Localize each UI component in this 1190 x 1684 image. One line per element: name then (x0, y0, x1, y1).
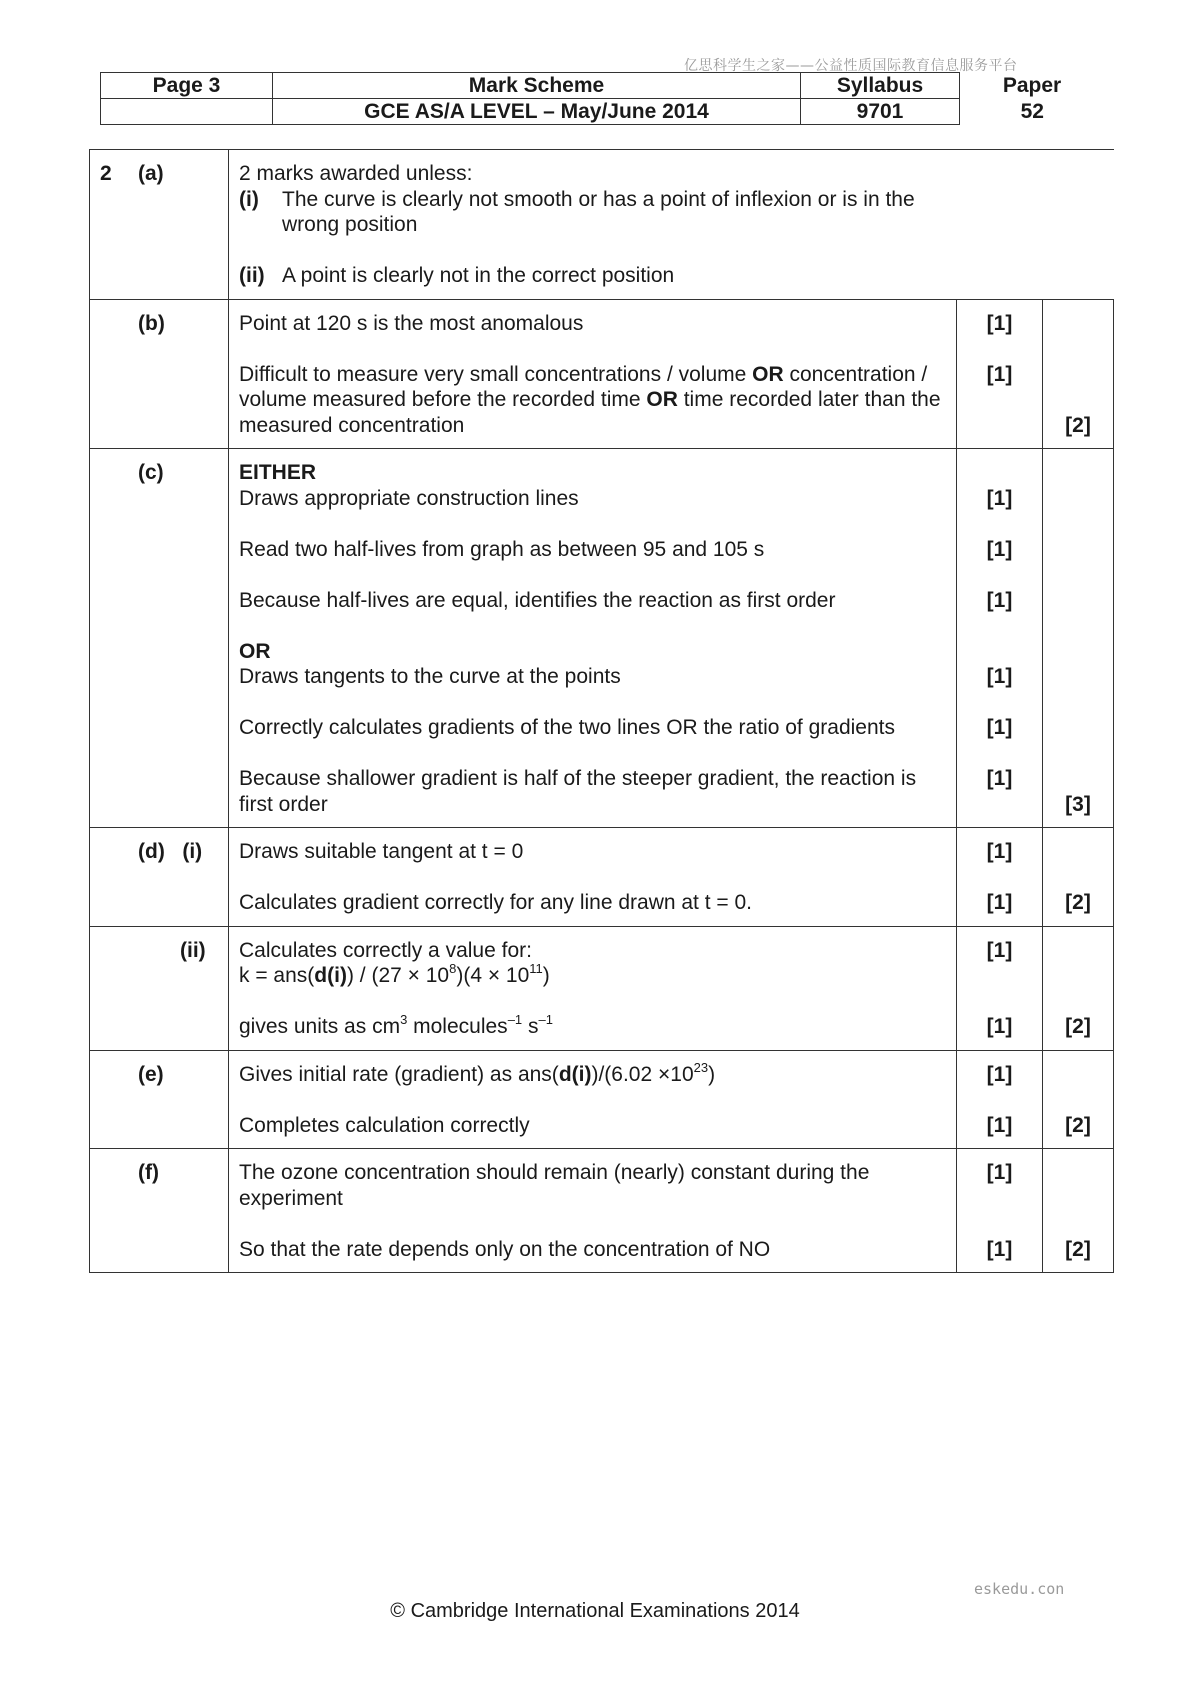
answer-cell (229, 828, 957, 927)
marks-cell (957, 926, 1043, 1050)
answer-text: Correctly calculates gradients of the two lines OR the ratio of gradients (239, 716, 895, 739)
total-cell (1043, 828, 1114, 927)
mark-scheme-table (89, 149, 1114, 1273)
answer-text: Difficult to measure very small concentrations / volume OR concentration / volume measured before the recorded time OR time recorded later than the measured concentration (239, 362, 941, 437)
part-label: (c) (138, 461, 164, 484)
total-cell (1043, 926, 1114, 1050)
answer-text: Point at 120 s is the most anomalous (239, 311, 584, 335)
row-2c (90, 449, 1114, 828)
row-2d-i (90, 828, 1114, 927)
mark: [1] (986, 1062, 1013, 1086)
answer-cell (229, 926, 957, 1050)
mark: [1] (986, 362, 1013, 386)
answer-text: Completes calculation correctly (239, 1113, 530, 1137)
answer-text: A point is clearly not in the correct position (282, 264, 675, 287)
answer-text: Gives initial rate (gradient) as $ans(d(i))/(6.02 \times 10^{23})$ (239, 1059, 716, 1086)
mark: [1] (986, 1237, 1013, 1261)
question-cell (90, 449, 229, 828)
part-label: (b) (138, 311, 165, 335)
total-mark: [2] (1065, 1113, 1091, 1137)
answer-text: Because shallower gradient is half of the steeper gradient, the reaction is first order (239, 767, 917, 816)
marks-cell (957, 299, 1043, 449)
answer-text: The curve is clearly not smooth or has a point of inflexion or is in the wrong position (282, 187, 915, 236)
or-heading: OR (239, 639, 271, 663)
question-cell (90, 150, 229, 300)
doc-subtitle: GCE AS/A LEVEL – May/June 2014 (273, 99, 801, 125)
sub-label: (ii) (239, 264, 265, 287)
answer-text: Calculates correctly a value for: (239, 938, 532, 962)
part-label: (d) (138, 840, 165, 863)
part-label: (a) (138, 162, 164, 185)
watermark-bottom: eskedu.con (974, 1580, 1065, 1598)
marks-cell (957, 449, 1043, 828)
sub-label: (i) (239, 187, 259, 211)
question-cell (90, 1149, 229, 1273)
answer-cell (229, 449, 957, 828)
mark: [1] (986, 1015, 1013, 1038)
doc-title: Mark Scheme (273, 73, 801, 99)
question-number: 2 (100, 162, 112, 185)
page-label: Page 3 (101, 73, 273, 99)
watermark-top: 亿思科学生之家——公益性质国际教育信息服务平台 (684, 58, 1018, 74)
sub-label: (ii) (180, 938, 206, 962)
mark: [1] (986, 311, 1013, 335)
total-mark: [2] (1065, 1015, 1091, 1038)
question-cell (90, 828, 229, 927)
syllabus-label: Syllabus (801, 73, 960, 99)
row-2a (90, 150, 1114, 300)
mark: [1] (986, 588, 1013, 612)
formula-text: $k = ans(d(i)) / (27 \times 10^8)(4 \times 10^{11})$ (239, 961, 550, 987)
marks-cell (957, 828, 1043, 927)
total-mark: [2] (1065, 891, 1091, 914)
answer-cell (229, 299, 957, 449)
answer-text: Draws suitable tangent at t = 0 (239, 840, 524, 863)
paper-label: Paper (1002, 73, 1062, 97)
question-cell (90, 299, 229, 449)
header-table (100, 72, 1105, 125)
question-cell (90, 1050, 229, 1149)
answer-text: Read two half-lives from graph as between 95 and 105 s (239, 537, 765, 561)
units-text: gives units as $cm^3$ molecules$^{-1}$ $s^{-1}$ (239, 1012, 553, 1038)
sub-label: (i) (182, 840, 203, 863)
mark: [1] (986, 1113, 1013, 1137)
mark: [1] (986, 767, 1013, 790)
row-2e (90, 1050, 1114, 1149)
mark: [1] (986, 938, 1013, 962)
part-label: (e) (138, 1062, 164, 1086)
answer-text: Draws tangents to the curve at the points (239, 665, 621, 688)
either-heading: EITHER (239, 461, 317, 484)
answer-text: Because half-lives are equal, identifies the reaction as first order (239, 588, 836, 612)
question-cell (90, 926, 229, 1050)
mark: [1] (986, 665, 1013, 688)
row-2f (90, 1149, 1114, 1273)
syllabus-code: 9701 (801, 99, 960, 125)
mark: [1] (986, 716, 1013, 739)
total-cell (1043, 449, 1114, 828)
row-2d-ii (90, 926, 1114, 1050)
answer-cell (229, 1149, 957, 1273)
total-mark: [2] (1065, 1237, 1091, 1261)
part-label: (f) (138, 1161, 159, 1184)
marks-cell (957, 1149, 1043, 1273)
answer-text: Calculates gradient correctly for any line drawn at t = 0. (239, 891, 753, 914)
mark: [1] (986, 1161, 1013, 1184)
page-label-blank (101, 99, 273, 125)
answer-text: The ozone concentration should remain (nearly) constant during the experiment (239, 1161, 870, 1210)
answer-cell (229, 1050, 957, 1149)
mark: [1] (986, 840, 1013, 863)
mark: [1] (986, 891, 1013, 914)
marks-cell (957, 1050, 1043, 1149)
mark: [1] (986, 537, 1013, 561)
mark: [1] (986, 486, 1013, 510)
row-2b (90, 299, 1114, 449)
answer-text: So that the rate depends only on the concentration of NO (239, 1237, 771, 1261)
total-mark: [2] (1065, 413, 1091, 437)
marks-blank (957, 150, 1114, 300)
total-cell (1043, 1149, 1114, 1273)
answer-text: Draws appropriate construction lines (239, 486, 579, 510)
total-cell (1043, 299, 1114, 449)
total-cell (1043, 1050, 1114, 1149)
paper-number: 52 (1020, 99, 1044, 123)
copyright-footer: © Cambridge International Examinations 2014 (390, 1600, 800, 1622)
answer-cell (229, 150, 957, 300)
answer-text: 2 marks awarded unless: (239, 162, 473, 185)
total-mark: [3] (1065, 792, 1091, 816)
